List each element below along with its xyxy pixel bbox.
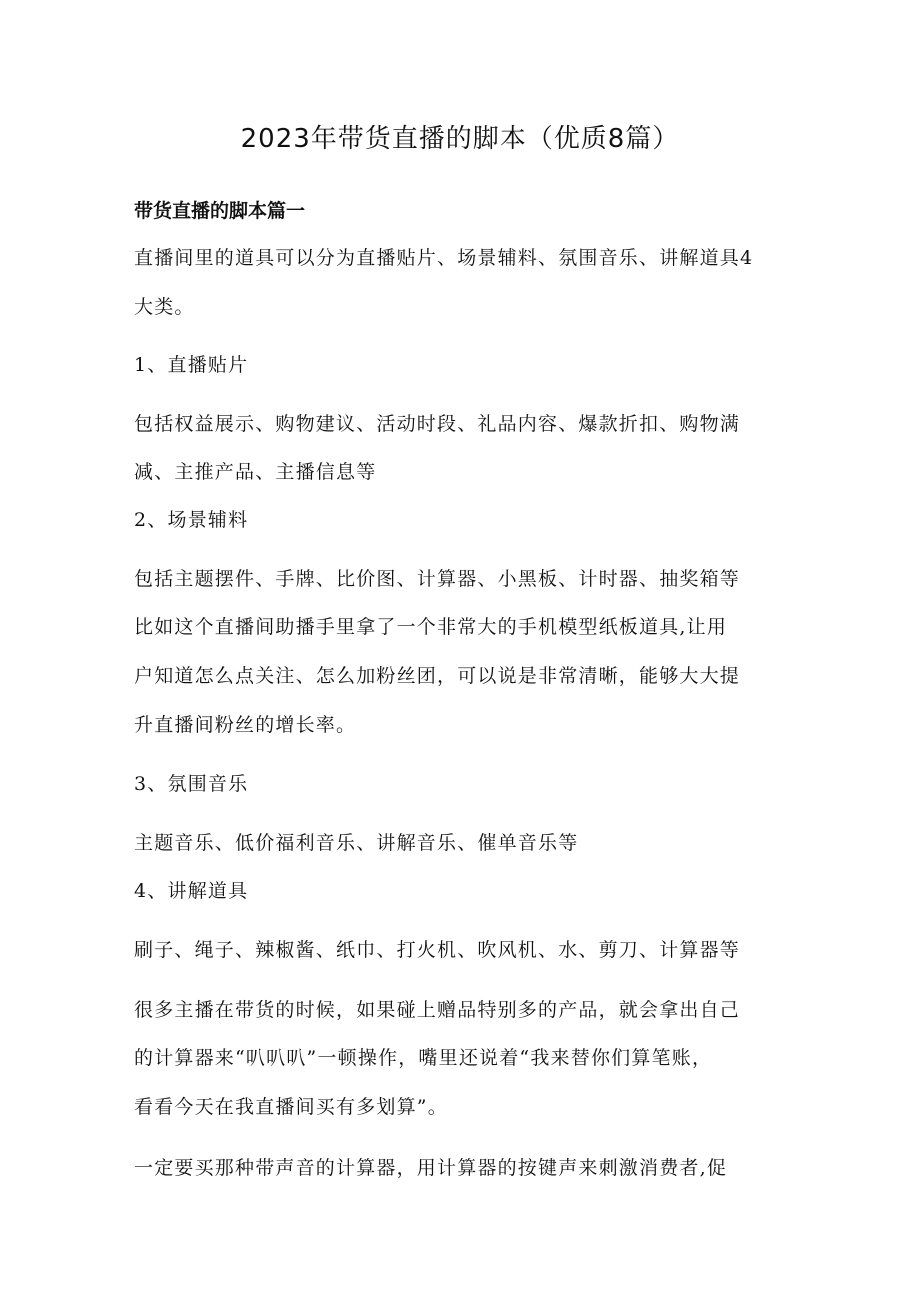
- paragraph-line: 的计算器来“叭叭叭”一顿操作，嘴里还说着“我来替你们算笔账，: [134, 1047, 713, 1069]
- paragraph-line: 户知道怎么点关注、怎么加粉丝团，可以说是非常清晰，能够大大提: [134, 665, 741, 687]
- paragraph-line: 包括权益展示、购物建议、活动时段、礼品内容、爆款折扣、购物满: [134, 413, 741, 435]
- paragraph-line: 比如这个直播间助播手里拿了一个非常大的手机模型纸板道具,让用: [134, 616, 728, 638]
- paragraph-line: 包括主题摆件、手牌、比价图、计算器、小黑板、计时器、抽奖箱等: [134, 568, 741, 590]
- paragraph-line: 直播间里的道具可以分为直播贴片、场景辅料、氛围音乐、讲解道具4: [134, 247, 754, 269]
- section-heading: 带货直播的脚本篇一: [134, 200, 306, 222]
- list-heading-line: 2、场景辅料: [134, 509, 249, 531]
- list-heading-line: 1、直播贴片: [134, 354, 249, 376]
- paragraph-line: 看看今天在我直播间买有多划算”。: [134, 1096, 448, 1118]
- paragraph-line: 主题音乐、低价福利音乐、讲解音乐、催单音乐等: [134, 832, 579, 854]
- document-title: 2023年带货直播的脚本（优质8篇）: [240, 124, 680, 154]
- paragraph-line: 很多主播在带货的时候，如果碰上赠品特别多的产品，就会拿出自己: [134, 999, 741, 1021]
- list-heading-line: 4、讲解道具: [134, 880, 249, 902]
- paragraph-line: 升直播间粉丝的增长率。: [134, 714, 357, 736]
- paragraph-line: 减、主推产品、主播信息等: [134, 461, 377, 483]
- paragraph-line: 刷子、绳子、辣椒酱、纸巾、打火机、吹风机、水、剪刀、计算器等: [134, 939, 741, 961]
- list-heading-line: 3、氛围音乐: [134, 773, 249, 795]
- paragraph-line: 一定要买那种带声音的计算器，用计算器的按键声来刺激消费者,促: [134, 1157, 728, 1179]
- paragraph-line: 大类。: [134, 296, 195, 318]
